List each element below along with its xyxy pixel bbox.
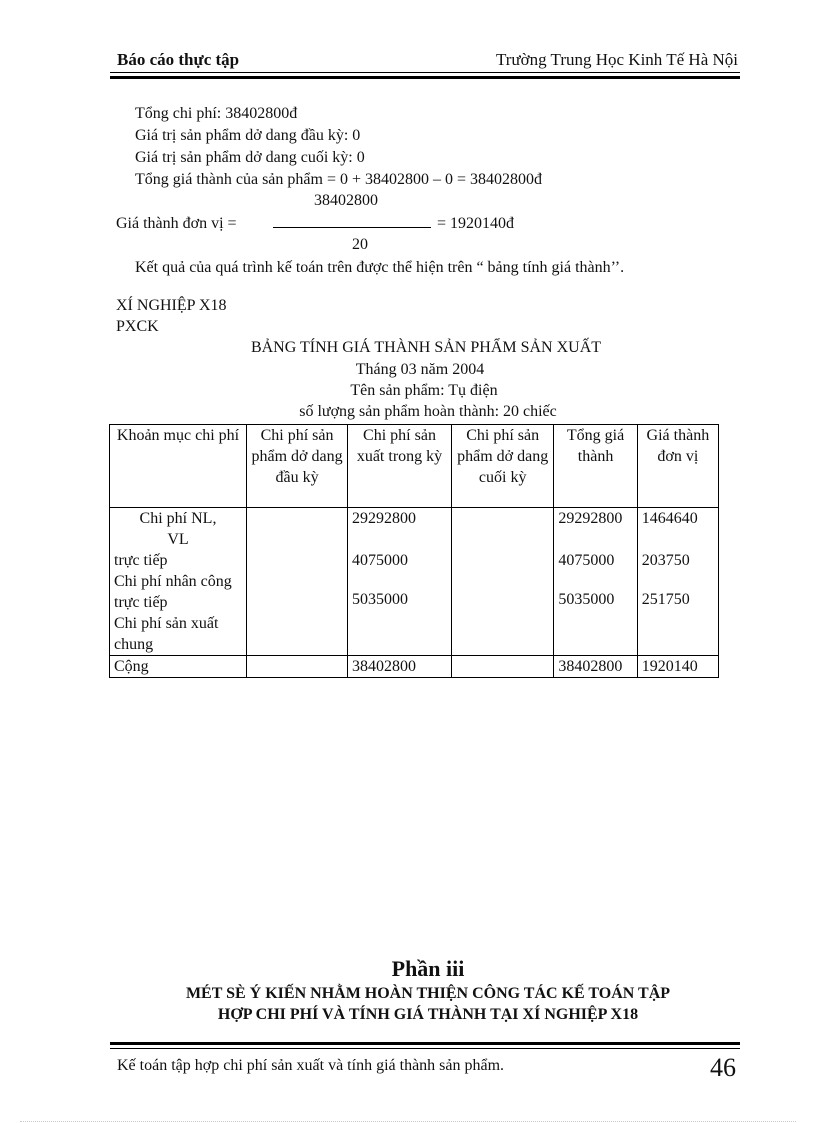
total-cost-line: Tổng chi phí: 38402800đ xyxy=(135,105,298,122)
total-total-price: 38402800 xyxy=(554,656,637,678)
page-number: 46 xyxy=(710,1053,736,1082)
total-price-value: 4075000 xyxy=(558,552,615,569)
cost-items-cell xyxy=(110,508,247,656)
production-value: 4075000 xyxy=(352,552,409,569)
table-title: BẢNG TÍNH GIÁ THÀNH SẢN PHẨM SẢN XUẤT xyxy=(250,339,602,356)
header-cell: Tổng giá thành xyxy=(554,425,637,508)
header-left: Báo cáo thực tập xyxy=(117,50,240,69)
production-value: 5035000 xyxy=(352,591,409,608)
header-rule-thick xyxy=(110,76,740,79)
total-label: Cộng xyxy=(110,656,247,678)
table-quantity: số lượng sản phẩm hoàn thành: 20 chiếc xyxy=(299,403,557,420)
table-header-row xyxy=(110,425,719,508)
total-unit-price: 1920140 xyxy=(637,656,718,678)
wip-begin-line: Giá trị sản phẩm dở dang đầu kỳ: 0 xyxy=(135,127,361,144)
item-1-line-a: Chi phí NL, xyxy=(139,510,217,527)
wip-end-line: Giá trị sản phẩm dở dang cuối kỳ: 0 xyxy=(135,149,365,166)
footer-text: Kế toán tập hợp chi phí sản xuất và tính giá thành sản phẩm. xyxy=(117,1057,505,1074)
part-title: Phần iii xyxy=(391,956,465,981)
unit-price-cell xyxy=(637,508,718,656)
unit-price-value: 1464640 xyxy=(641,510,698,527)
result-text: Kết quả của quá trình kế toán trên được thể hiện trên “ bảng tính giá thành’’. xyxy=(135,259,625,276)
footer-rule-thin xyxy=(110,1048,740,1049)
header-cell: Chi phí sản phẩm dở dang đầu kỳ xyxy=(247,425,348,508)
total-price-cell xyxy=(554,508,637,656)
total-price-value: 29292800 xyxy=(558,510,623,527)
item-2: Chi phí nhân công trực tiếp xyxy=(114,573,232,611)
table-total-row xyxy=(110,656,719,678)
wip-end-cell xyxy=(451,508,553,656)
production-cell xyxy=(348,508,452,656)
part-subtitle-1: MÉT SÈ Ý KIẾN NHẰM HOÀN THIỆN CÔNG TÁC KẾ TOÁN TẬP xyxy=(185,985,671,1002)
company-dept: PXCK xyxy=(116,318,159,335)
fraction-numerator: 38402800 xyxy=(314,192,378,209)
header-cell: Chi phí sản xuất trong kỳ xyxy=(348,425,452,508)
company-name: XÍ NGHIỆP X18 xyxy=(116,297,227,314)
item-3: Chi phí sản xuất chung xyxy=(114,615,219,653)
total-production: 38402800 xyxy=(348,656,452,678)
wip-begin-cell xyxy=(247,508,348,656)
cost-table xyxy=(109,424,719,678)
header-rule-thin xyxy=(110,72,740,73)
footer-rule-thick xyxy=(110,1042,740,1045)
header-cell: Giá thành đơn vị xyxy=(637,425,718,508)
header-cell: Chi phí sản phẩm dở dang cuối kỳ xyxy=(451,425,553,508)
unit-price-label: Giá thành đơn vị = xyxy=(116,215,237,232)
total-price-value: 5035000 xyxy=(558,591,615,608)
unit-price-value: 251750 xyxy=(641,591,690,608)
fraction-bar xyxy=(273,227,431,228)
production-value: 29292800 xyxy=(352,510,417,527)
table-product: Tên sản phẩm: Tụ điện xyxy=(350,382,498,399)
table-month: Tháng 03 năm 2004 xyxy=(355,361,485,378)
total-wip-begin xyxy=(247,656,348,678)
item-1-line-b: VL xyxy=(167,531,189,548)
table-row xyxy=(110,508,719,656)
fraction-denominator: 20 xyxy=(352,236,368,253)
item-1-line-c: trực tiếp xyxy=(114,552,168,569)
page-edge xyxy=(20,1121,796,1122)
header-cell: Khoản mục chi phí xyxy=(110,425,247,508)
part-subtitle-2: HỢP CHI PHÍ VÀ TÍNH GIÁ THÀNH TẠI XÍ NGHIỆP X18 xyxy=(217,1006,639,1023)
total-wip-end xyxy=(451,656,553,678)
unit-price-result: = 1920140đ xyxy=(437,215,515,232)
unit-price-value: 203750 xyxy=(641,552,690,569)
header-right: Trường Trung Học Kinh Tế Hà Nội xyxy=(495,50,738,69)
total-price-line: Tổng giá thành của sản phẩm = 0 + 38402800 – 0 = 38402800đ xyxy=(135,171,543,188)
